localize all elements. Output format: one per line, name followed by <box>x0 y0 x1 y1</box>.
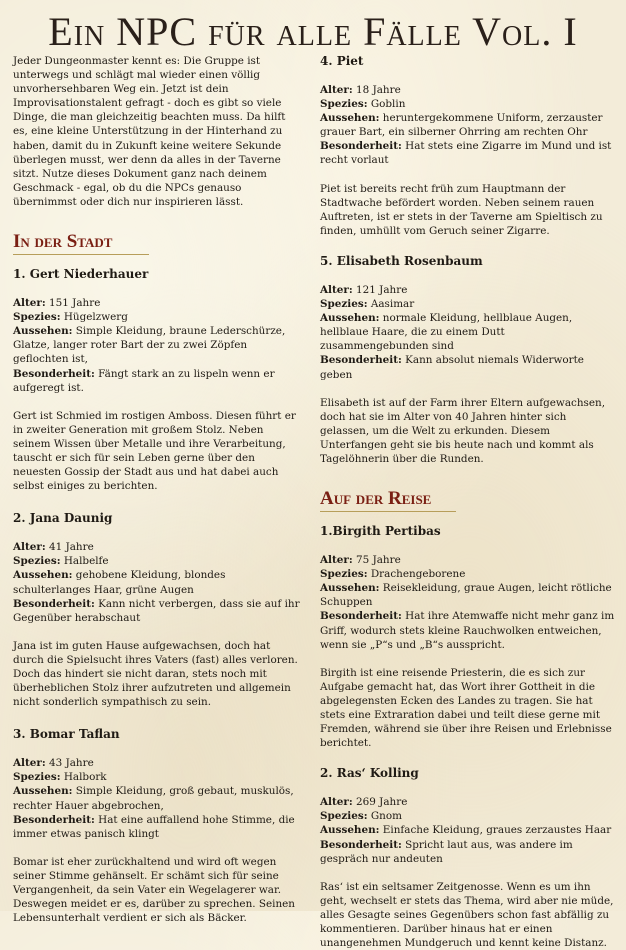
value-appearance: Reisekleidung, graue Augen, leicht rötliche Schuppen <box>320 582 612 609</box>
value-age: 75 Jahre <box>356 554 401 567</box>
label-special: Besonderheit: <box>13 813 95 826</box>
npc-heading-birgith: 1.Birgith Pertibas <box>320 524 441 539</box>
npc-heading-jana: 2. Jana Daunig <box>13 511 113 526</box>
value-special: Hat stets eine Zigarre im Mund und ist recht vorlaut <box>320 140 612 167</box>
value-special: Fängt stark an zu lispeln wenn er aufgeregt ist. <box>13 367 275 394</box>
label-age: Alter: <box>320 283 353 296</box>
value-appearance: normale Kleidung, hellblaue Augen, hellblaue Haare, die zu einem Dutt zusammengebunden sind <box>320 312 573 353</box>
label-species: Spezies: <box>320 810 368 823</box>
value-age: 41 Jahre <box>49 541 94 554</box>
npc-story-gert: Gert ist Schmied im rostigen Amboss. Diesen führt er in zweiter Generation mit großem Stolz. Neben seinem Wissen über Metalle und ihre Verarbeitung, tauscht er sich für sein Leben gerne über den neuesten Gossip der Stadt aus und hat dabei auch selbst einiges zu berichten. <box>13 409 296 493</box>
value-age: 18 Jahre <box>356 84 401 96</box>
npc-story-jana: Jana ist im guten Hause aufgewachsen, doch hat durch die Spielsucht ihres Vaters (fast) alles verloren. Doch das hindert sie nicht daran, stets noch mit überheblichen Stolz ihrer aufzutreten und allgemein nicht sonderlich sympathisch zu sein. <box>13 639 298 709</box>
value-appearance: Simple Kleidung, braune Lederschürze, Glatze, langer roter Bart der zu zwei Zöpfen geflochten ist, <box>13 325 286 366</box>
npc-stats-birgith <box>320 553 616 652</box>
label-special: Besonderheit: <box>13 367 95 380</box>
value-species: Halbork <box>63 771 107 784</box>
npc-stats-elisabeth <box>320 283 616 382</box>
label-appearance: Aussehen: <box>13 569 73 582</box>
value-species: Gnom <box>370 810 402 823</box>
label-special: Besonderheit: <box>320 354 402 367</box>
label-age: Alter: <box>13 757 46 770</box>
label-age: Alter: <box>320 554 353 567</box>
value-special: Kann absolut niemals Widerworte geben <box>320 354 584 381</box>
npc-stats-ras <box>320 795 616 865</box>
npc-heading-gert: 1. Gert Niederhauer <box>13 267 149 282</box>
npc-heading-ras: 2. Ras‘ Kolling <box>320 766 419 781</box>
value-age: 269 Jahre <box>356 796 408 809</box>
label-age: Alter: <box>13 297 46 310</box>
npc-story-birgith: Birgith ist eine reisende Priesterin, die es sich zur Aufgabe gemacht hat, das Wort ihrer Gottheit in die abgelegensten Ecken des Landes zu tragen. Sie hat stets eine Extraration dabei und teilt diese gerne mit Fremden, während sie über ihre Reisen und Erlebnisse berichtet. <box>320 666 612 750</box>
right-column <box>320 54 616 950</box>
label-special: Besonderheit: <box>320 838 402 851</box>
label-species: Spezies: <box>320 568 368 581</box>
label-special: Besonderheit: <box>320 610 402 623</box>
value-special: Hat ihre Atemwaffe nicht mehr ganz im Griff, wodurch stets kleine Rauchwolken entweichen, wenn sie „P“s und „B“s ausspricht. <box>320 610 615 651</box>
section-heading-city: In der Stadt <box>13 231 149 255</box>
label-age: Alter: <box>13 541 46 554</box>
npc-heading-bomar: 3. Bomar Taflan <box>13 727 120 742</box>
section-heading-journey: Auf der Reise <box>320 488 456 512</box>
value-species: Drachengeborene <box>370 568 466 581</box>
value-appearance: Einfache Kleidung, graues zerzaustes Haar <box>382 824 612 837</box>
npc-stats-bomar <box>13 756 303 841</box>
npc-story-bomar: Bomar ist eher zurückhaltend und wird oft wegen seiner Stimme gehänselt. Er schämt sich für seine Vergangenheit, da sein Vater ein Wegelagerer war. Deswegen meidet er es, darüber zu sprechen. Seinen Lebensunterhalt verdient er sich als Bäcker. <box>13 855 295 925</box>
label-appearance: Aussehen: <box>13 325 73 338</box>
label-appearance: Aussehen: <box>320 824 380 837</box>
value-age: 121 Jahre <box>356 283 408 296</box>
label-species: Spezies: <box>13 311 61 324</box>
intro-text: Jeder Dungeonmaster kennt es: Die Gruppe ist unterwegs und schlägt mal wieder einen völlig unvorhersehbaren Weg ein. Jetzt ist dein Improvisationstalent gefragt - doch es gibt so viele Dinge, die man gleichzeitig beachten muss. Da hilft es, eine kleine Unterstützung in der Hinterhand zu haben, damit du in Zukunft keine weitere Sekunde überlegen musst, wer denn da alles in der Taverne sitzt. Nutze dieses Dokument ganz nach deinem Geschmack - egal, ob du die NPCs genauso übernimmst oder dich nur inspirieren lässt. <box>13 55 286 208</box>
label-appearance: Aussehen: <box>320 312 380 325</box>
value-appearance: Simple Kleidung, groß gebaut, muskulös, rechter Hauer abgebrochen, <box>13 785 294 812</box>
npc-story-elisabeth: Elisabeth ist auf der Farm ihrer Eltern aufgewachsen, doch hat sie im Alter von 40 Jahren hinter sich gelassen, um die Welt zu erkunden. Diesem Unterfangen geht sie bis heute nach und kommt als Tagelöhnerin über die Runden. <box>320 396 605 465</box>
label-species: Spezies: <box>13 555 61 568</box>
label-species: Spezies: <box>320 98 368 111</box>
value-special: Kann nicht verbergen, dass sie auf ihr Gegenüber herabschaut <box>13 597 300 624</box>
value-species: Aasimar <box>370 298 415 311</box>
value-species: Goblin <box>370 98 406 111</box>
npc-story-ras: Ras‘ ist ein seltsamer Zeitgenosse. Wenn es um ihn geht, wechselt er stets das Thema, wird aber nie müde, alles Gesagte seines Gegenübers schon fast abfällig zu kommentieren. Darüber hinaus hat er einen unangenehmen Mundgeruch und kennt keine Distanz. <box>320 880 614 950</box>
value-special: Spricht laut aus, was andere im gespräch nur andeuten <box>320 838 573 865</box>
label-species: Spezies: <box>320 298 368 311</box>
value-appearance: heruntergekommene Uniform, zerzauster grauer Bart, ein silberner Ohrring am rechten Ohr <box>320 112 603 139</box>
value-species: Halbelfe <box>63 555 109 568</box>
npc-story-piet: Piet ist bereits recht früh zum Hauptmann der Stadtwache befördert worden. Neben seinem rauen Auftreten, ist er stets in der Taverne am Spieltisch zu finden, umhüllt vom Geruch seiner Zigarre. <box>320 182 603 237</box>
value-age: 43 Jahre <box>49 757 94 770</box>
npc-stats-gert <box>13 296 303 395</box>
value-species: Hügelzwerg <box>63 311 128 324</box>
label-appearance: Aussehen: <box>320 112 380 125</box>
label-age: Alter: <box>320 84 353 96</box>
value-age: 151 Jahre <box>49 297 101 310</box>
value-appearance: gehobene Kleidung, blondes schulterlanges Haar, grüne Augen <box>13 569 226 596</box>
label-special: Besonderheit: <box>320 140 402 153</box>
label-appearance: Aussehen: <box>13 785 73 798</box>
npc-stats-jana <box>13 540 303 625</box>
value-special: Hat eine auffallend hohe Stimme, die immer etwas panisch klingt <box>13 813 295 840</box>
npc-heading-piet: 4. Piet <box>320 54 364 68</box>
left-column <box>13 54 303 925</box>
label-special: Besonderheit: <box>13 597 95 610</box>
page-title: Ein NPC für alle Fälle Vol. I <box>48 9 578 54</box>
label-age: Alter: <box>320 796 353 809</box>
npc-stats-piet <box>320 83 616 168</box>
label-appearance: Aussehen: <box>320 582 380 595</box>
npc-heading-elisabeth: 5. Elisabeth Rosenbaum <box>320 253 483 268</box>
label-species: Spezies: <box>13 771 61 784</box>
